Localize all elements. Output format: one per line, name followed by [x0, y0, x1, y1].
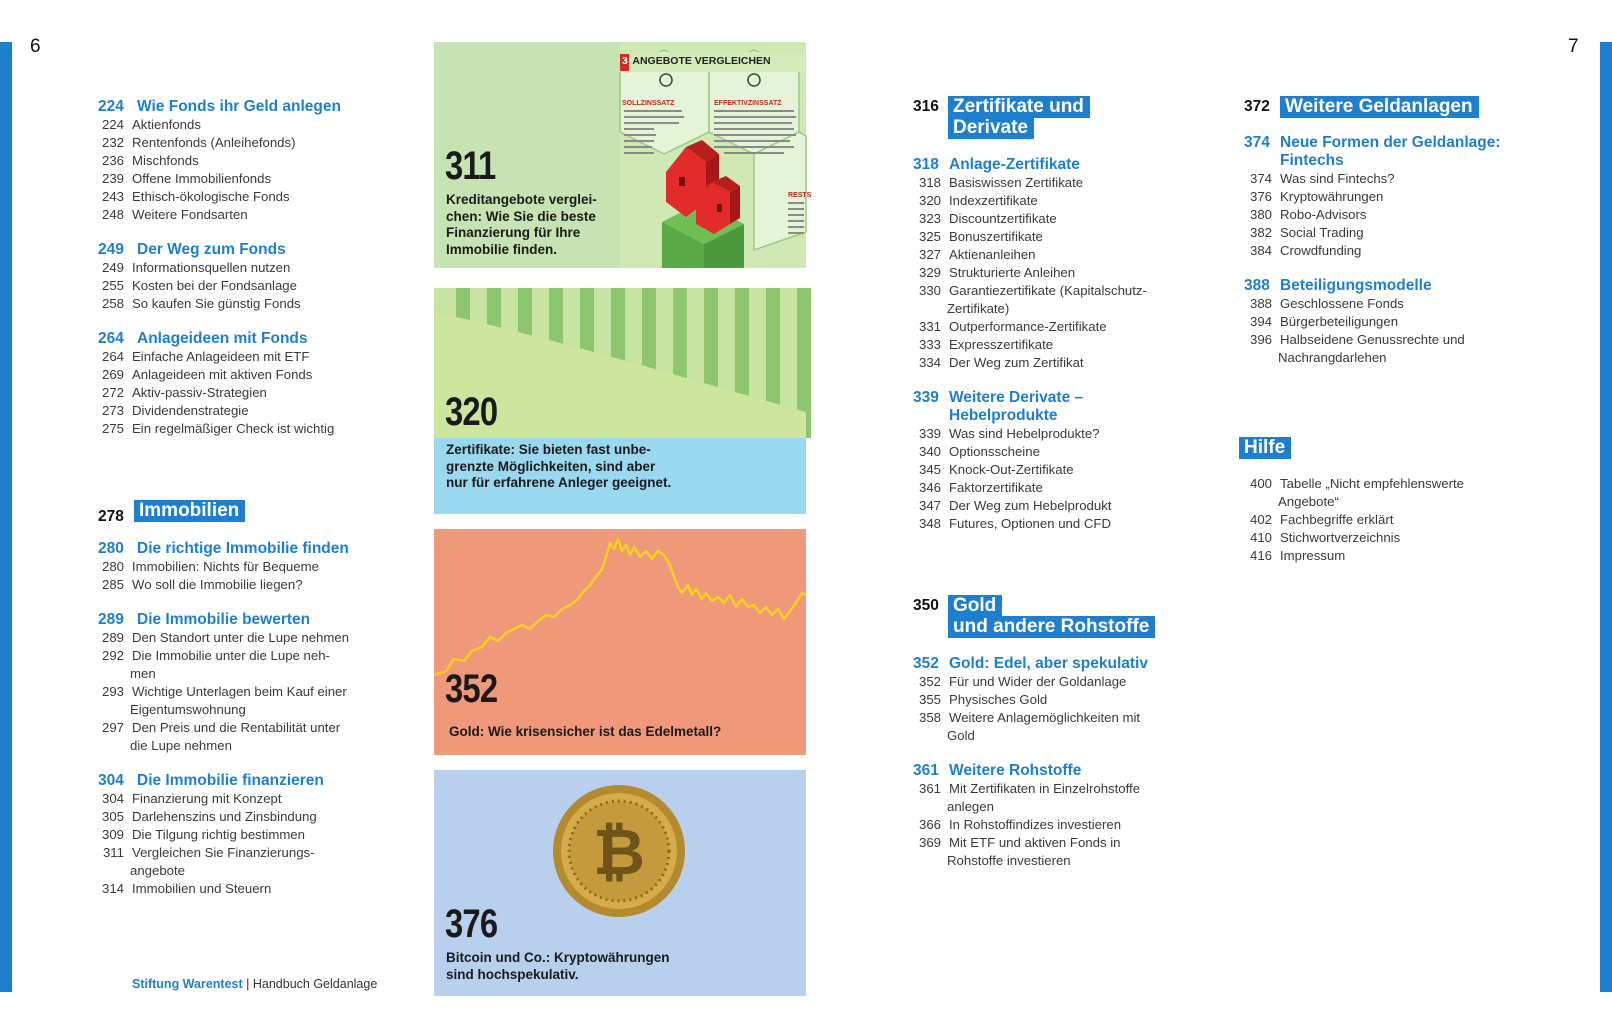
entry-page-number: 280 [101, 559, 124, 574]
toc-entry[interactable] [98, 295, 428, 313]
toc-entry[interactable] [913, 336, 1243, 354]
left-page-edge-bar [0, 42, 12, 992]
entry-title: Expresszertifikate [949, 337, 1054, 352]
entry-page-number: 292 [101, 648, 124, 663]
entry-title: Physisches Gold [949, 692, 1048, 707]
entry-page-number: 232 [101, 135, 124, 150]
toc-entry[interactable] [913, 354, 1243, 372]
entry-page-number: 374 [1249, 171, 1272, 186]
toc-section[interactable]: 388 Beteiligungsmodelle [1244, 277, 1432, 294]
toc-entry[interactable] [913, 210, 1243, 228]
entry-page-number: 243 [101, 189, 124, 204]
entry-page-number: 305 [101, 809, 124, 824]
entry-title: Social Trading [1280, 225, 1364, 240]
entry-title: Wichtige Unterlagen beim Kauf einer [132, 684, 347, 699]
entry-title: Tabelle „Nicht empfehlenswerte [1280, 476, 1464, 491]
entry-title: Weitere Anlagemöglichkeiten mit [949, 710, 1141, 725]
toc-entry[interactable] [98, 880, 428, 898]
entry-page-number: 380 [1249, 207, 1272, 222]
infographic-label: SOLLZINSSATZ [622, 100, 675, 107]
entry-title-continued: angebote [130, 863, 186, 878]
entry-title-continued: die Lupe nehmen [130, 738, 232, 753]
entry-page-number: 293 [101, 684, 124, 699]
entry-page-number: 318 [918, 175, 941, 190]
entry-page-number: 275 [101, 421, 124, 436]
toc-entry[interactable] [98, 152, 428, 170]
entry-title: Knock-Out-Zertifikate [949, 462, 1074, 477]
tile-page-number: 311 [445, 144, 496, 188]
infographic-banner: 3 ANGEBOTE VERGLEICHEN [622, 55, 771, 67]
entry-title: Discountzertifikate [949, 211, 1057, 226]
entry-page-number: 320 [918, 193, 941, 208]
toc-entry[interactable] [1244, 313, 1574, 331]
toc-column-4 [1244, 96, 1574, 565]
toc-entry[interactable] [98, 790, 428, 808]
entry-page-number: 382 [1249, 225, 1272, 240]
chapter-heading-gold[interactable]: 350 Gold und andere Rohstoffe [913, 595, 1243, 655]
entry-page-number: 248 [101, 207, 124, 222]
entry-title: Ein regelmäßiger Check ist wichtig [132, 421, 335, 436]
toc-entry[interactable] [98, 420, 428, 438]
entry-page-number: 249 [101, 260, 124, 275]
entry-title: Strukturierte Anleihen [949, 265, 1076, 280]
entry-page-number: 347 [918, 498, 941, 513]
entry-title: Futures, Optionen und CFD [949, 516, 1111, 531]
entry-title: Immobilien: Nichts für Bequeme [132, 559, 319, 574]
toc-entry[interactable] [98, 558, 428, 576]
entry-title: Offene Immobilienfonds [132, 171, 272, 186]
toc-entry[interactable] [98, 384, 428, 402]
entry-title-continued: Gold [947, 728, 975, 743]
toc-entry[interactable] [1244, 224, 1574, 242]
footer-credit: Stiftung Warentest | Handbuch Geldanlage [132, 977, 378, 991]
toc-entry[interactable] [98, 170, 428, 188]
toc-entry[interactable] [98, 116, 428, 134]
entry-page-number: 348 [918, 516, 941, 531]
entry-page-number: 273 [101, 403, 124, 418]
right-page-edge-bar [1600, 42, 1612, 992]
entry-page-number: 366 [918, 817, 941, 832]
entry-page-number: 329 [918, 265, 941, 280]
entry-page-number: 358 [918, 710, 941, 725]
entry-title: Die Immobilie unter die Lupe neh- [132, 648, 330, 663]
toc-entry[interactable] [913, 174, 1243, 192]
entry-page-number: 311 [102, 845, 124, 860]
toc-column-3 [913, 96, 1243, 870]
entry-title: Dividendenstrategie [132, 403, 249, 418]
toc-entry[interactable] [913, 816, 1243, 834]
entry-title: Aktienanleihen [949, 247, 1036, 262]
chapter-heading-immobilien[interactable]: 278 Immobilien [98, 500, 428, 540]
entry-page-number: 369 [918, 835, 941, 850]
entry-page-number: 330 [918, 283, 941, 298]
toc-entry[interactable] [1244, 529, 1574, 547]
svg-text:₿: ₿ [592, 816, 646, 888]
entry-title: Die Tilgung richtig bestimmen [132, 827, 305, 842]
entry-title: Den Preis und die Rentabilität unter [132, 720, 341, 735]
entry-title: Finanzierung mit Konzept [132, 791, 282, 806]
toc-entry[interactable] [98, 402, 428, 420]
toc-entry[interactable] [98, 647, 428, 683]
tile-caption: Bitcoin und Co.: Kryptowährungen sind hochspekulativ. [446, 950, 670, 982]
entry-page-number: 388 [1249, 296, 1272, 311]
entry-page-number: 346 [918, 480, 941, 495]
tile-page-number: 320 [445, 390, 498, 434]
entry-title: Indexzertifikate [949, 193, 1038, 208]
entry-page-number: 416 [1249, 548, 1272, 563]
entry-title: Faktorzertifikate [949, 480, 1043, 495]
entry-page-number: 272 [101, 385, 124, 400]
entry-title-continued: men [130, 666, 156, 681]
entry-title: Aktiv-passiv-Strategien [132, 385, 267, 400]
toc-section[interactable]: 280 Die richtige Immobilie finden [98, 540, 349, 557]
toc-section[interactable]: 352 Gold: Edel, aber spekulativ [913, 655, 1148, 672]
toc-entry[interactable] [98, 844, 428, 880]
toc-entry[interactable] [98, 719, 428, 755]
toc-column-1 [98, 98, 428, 898]
toc-section[interactable]: 249 Der Weg zum Fonds [98, 241, 286, 258]
toc-section[interactable]: 339 Weitere Derivate – Hebelprodukte [913, 389, 1084, 424]
toc-entry[interactable] [1244, 170, 1574, 188]
toc-entry[interactable] [913, 282, 1243, 318]
toc-entry[interactable] [98, 206, 428, 224]
entry-page-number: 314 [101, 881, 124, 896]
entry-page-number: 396 [1249, 332, 1272, 347]
entry-title: Bonuszertifikate [949, 229, 1043, 244]
toc-section[interactable]: 318 Anlage-Zertifikate [913, 156, 1080, 173]
entry-title: Robo-Advisors [1280, 207, 1367, 222]
entry-title: Weitere Fondsarten [132, 207, 248, 222]
entry-title: Geschlossene Fonds [1280, 296, 1404, 311]
entry-title-continued: Zertifikate) [947, 301, 1010, 316]
entry-title: Mit ETF und aktiven Fonds in [949, 835, 1121, 850]
entry-page-number: 376 [1249, 189, 1272, 204]
toc-entry[interactable] [98, 366, 428, 384]
entry-title-continued: Eigentumswohnung [130, 702, 246, 717]
entry-title: Outperformance-Zertifikate [949, 319, 1107, 334]
infographic-label: EFFEKTIVZINSSATZ [714, 100, 782, 107]
toc-entry[interactable] [1244, 511, 1574, 529]
toc-entry[interactable] [98, 826, 428, 844]
toc-entry[interactable] [913, 192, 1243, 210]
toc-entry[interactable] [913, 691, 1243, 709]
toc-entry[interactable] [913, 834, 1243, 870]
entry-page-number: 394 [1249, 314, 1272, 329]
toc-entry[interactable] [98, 576, 428, 594]
entry-page-number: 304 [101, 791, 124, 806]
entry-title: Aktienfonds [132, 117, 201, 132]
entry-title: Was sind Fintechs? [1280, 171, 1395, 186]
tile-page-number: 352 [445, 667, 498, 711]
entry-page-number: 384 [1249, 243, 1272, 258]
toc-section[interactable]: 361 Weitere Rohstoffe [913, 762, 1082, 779]
toc-entry[interactable] [913, 780, 1243, 816]
toc-entry[interactable] [98, 808, 428, 826]
toc-section[interactable]: 374 Neue Formen der Geldanlage: Fintechs [1244, 134, 1501, 169]
toc-entry[interactable] [913, 246, 1243, 264]
entry-title: Impressum [1280, 548, 1346, 563]
toc-entry[interactable] [98, 188, 428, 206]
entry-title: So kaufen Sie günstig Fonds [132, 296, 301, 311]
toc-entry[interactable] [1244, 295, 1574, 313]
toc-entry[interactable] [913, 479, 1243, 497]
entry-page-number: 224 [101, 117, 124, 132]
entry-page-number: 323 [918, 211, 941, 226]
toc-entry[interactable] [913, 425, 1243, 443]
entry-title: Der Weg zum Zertifikat [949, 355, 1084, 370]
entry-title: Halbseidene Genussrechte und [1280, 332, 1465, 347]
toc-entry[interactable] [98, 277, 428, 295]
toc-entry[interactable] [913, 497, 1243, 515]
entry-title: Wo soll die Immobilie liegen? [132, 577, 303, 592]
entry-page-number: 352 [918, 674, 941, 689]
toc-entry[interactable] [913, 228, 1243, 246]
chapter-heading-zertifikate[interactable]: 316 Zertifikate und Derivate [913, 96, 1243, 156]
entry-title: Optionsscheine [949, 444, 1040, 459]
entry-page-number: 340 [918, 444, 941, 459]
entry-page-number: 410 [1249, 530, 1272, 545]
tile-page-number: 376 [445, 902, 498, 946]
tile-caption: Kreditangebote verglei- chen: Wie Sie die beste Finanzierung für Ihre Immobilie finden. [446, 192, 597, 257]
entry-title: Crowdfunding [1280, 243, 1362, 258]
entry-title: Mischfonds [132, 153, 199, 168]
entry-page-number: 334 [918, 355, 941, 370]
tile-caption: Gold: Wie krisensicher ist das Edelmetall? [449, 724, 722, 739]
toc-entry[interactable] [1244, 547, 1574, 565]
toc-entry[interactable] [913, 673, 1243, 691]
entry-title: Kryptowährungen [1280, 189, 1384, 204]
entry-title: Rentenfonds (Anleihefonds) [132, 135, 296, 150]
entry-title: Basiswissen Zertifikate [949, 175, 1084, 190]
entry-page-number: 400 [1249, 476, 1272, 491]
entry-title-continued: Nachrangdarlehen [1278, 350, 1387, 365]
toc-entry[interactable] [98, 683, 428, 719]
entry-title-continued: Rohstoffe investieren [947, 853, 1071, 868]
entry-page-number: 297 [101, 720, 124, 735]
entry-title: Für und Wider der Goldanlage [949, 674, 1127, 689]
entry-page-number: 333 [918, 337, 941, 352]
entry-page-number: 325 [918, 229, 941, 244]
entry-page-number: 339 [918, 426, 941, 441]
entry-title: Garantiezertifikate (Kapitalschutz- [949, 283, 1147, 298]
entry-page-number: 236 [101, 153, 124, 168]
entry-title-continued: anlegen [947, 799, 994, 814]
tile-376-krypto[interactable] [434, 770, 806, 996]
entry-page-number: 327 [918, 247, 941, 262]
tile-311-immobilie[interactable] [434, 42, 812, 268]
toc-section[interactable]: 289 Die Immobilie bewerten [98, 611, 311, 628]
toc-entry[interactable] [913, 318, 1243, 336]
toc-entry[interactable] [1244, 188, 1574, 206]
entry-title: Vergleichen Sie Finanzierungs- [132, 845, 315, 860]
chapter-heading-hilfe[interactable]: Hilfe [1239, 437, 1574, 475]
entry-page-number: 264 [101, 349, 124, 364]
entry-page-number: 361 [918, 781, 941, 796]
gold-price-line-image [434, 529, 806, 755]
entry-title: Einfache Anlageideen mit ETF [132, 349, 310, 364]
entry-title: Bürgerbeteiligungen [1280, 314, 1399, 329]
toc-entry[interactable] [1244, 475, 1574, 511]
entry-title: Informationsquellen nutzen [132, 260, 291, 275]
entry-page-number: 345 [918, 462, 941, 477]
entry-title: Was sind Hebelprodukte? [949, 426, 1100, 441]
page-number-right: 7 [1568, 36, 1579, 57]
toc-entry[interactable] [1244, 242, 1574, 260]
toc-entry[interactable] [98, 134, 428, 152]
entry-title: Mit Zertifikaten in Einzelrohstoffe [949, 781, 1141, 796]
entry-page-number: 309 [101, 827, 124, 842]
toc-entry[interactable] [98, 348, 428, 366]
entry-page-number: 289 [101, 630, 124, 645]
entry-title: Darlehenszins und Zinsbindung [132, 809, 317, 824]
entry-title: Der Weg zum Hebelprodukt [949, 498, 1112, 513]
entry-page-number: 285 [101, 577, 124, 592]
entry-title: Ethisch-ökologische Fonds [132, 189, 290, 204]
toc-section[interactable]: 264 Anlageideen mit Fonds [98, 330, 308, 347]
toc-entry[interactable] [913, 709, 1243, 745]
entry-page-number: 258 [101, 296, 124, 311]
tile-320-zertifikate[interactable] [434, 288, 806, 514]
toc-section[interactable]: 224 Wie Fonds ihr Geld anlegen [98, 98, 341, 115]
entry-page-number: 355 [918, 692, 941, 707]
entry-page-number: 239 [101, 171, 124, 186]
entry-title: Immobilien und Steuern [132, 881, 272, 896]
tile-352-gold[interactable] [434, 529, 806, 755]
toc-entry[interactable] [98, 259, 428, 277]
entry-page-number: 255 [101, 278, 124, 293]
chapter-heading-weitere-geldanlagen[interactable]: 372 Weitere Geldanlagen [1244, 96, 1574, 134]
toc-entry[interactable] [913, 515, 1243, 533]
toc-entry[interactable] [913, 264, 1243, 282]
toc-entry[interactable] [1244, 206, 1574, 224]
toc-entry[interactable] [913, 443, 1243, 461]
entry-title: Anlageideen mit aktiven Fonds [132, 367, 313, 382]
entry-title: Fachbegriffe erklärt [1280, 512, 1394, 527]
toc-section[interactable]: 304 Die Immobilie finanzieren [98, 772, 324, 789]
tile-caption: Zertifikate: Sie bieten fast unbe- grenzte Möglichkeiten, sind aber nur für erfahrene Anleger geeignet. [446, 442, 672, 490]
entry-title: Den Standort unter die Lupe nehmen [132, 630, 350, 645]
entry-title: Kosten bei der Fondsanlage [132, 278, 297, 293]
infographic-label: RESTS [788, 192, 812, 199]
entry-page-number: 402 [1249, 512, 1272, 527]
page-number-left: 6 [30, 36, 41, 57]
toc-entry[interactable] [98, 629, 428, 647]
entry-title: In Rohstoffindizes investieren [949, 817, 1122, 832]
entry-title: Stichwortverzeichnis [1280, 530, 1401, 545]
entry-page-number: 331 [918, 319, 941, 334]
entry-page-number: 269 [101, 367, 124, 382]
toc-entry[interactable] [1244, 331, 1574, 367]
entry-title-continued: Angebote“ [1278, 494, 1339, 509]
toc-entry[interactable] [913, 461, 1243, 479]
